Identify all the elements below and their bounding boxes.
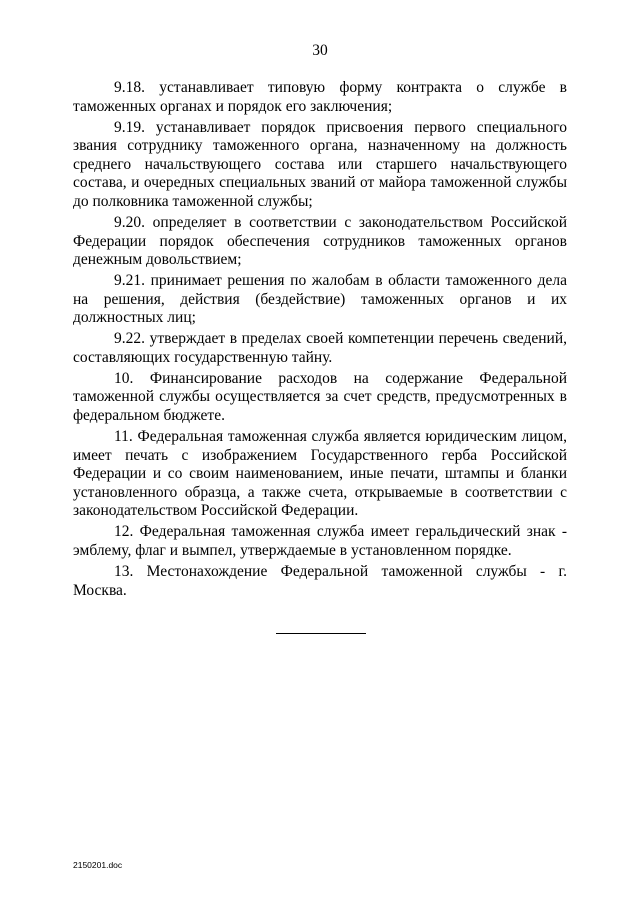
paragraph-9-22: 9.22. утверждает в пределах своей компетенции перечень сведений, составляющих государственную тайну. (73, 330, 567, 366)
paragraph-9-19: 9.19. устанавливает порядок присвоения первого специального звания сотруднику таможенного органа, назначенному на должность среднего начальствующего состава или старшего начальствующего состава, и очередных специальных званий от майора таможенной службы до полковника таможенной службы; (73, 118, 567, 210)
footer-filename: 2150201.doc (73, 860, 123, 870)
page-number: 30 (312, 42, 328, 59)
paragraph-10: 10. Финансирование расходов на содержание Федеральной таможенной службы осуществляется за счет средств, предусмотренных в федеральном бюджете. (73, 369, 567, 425)
paragraph-9-18: 9.18. устанавливает типовую форму контракта о службе в таможенных органах и порядок его заключения; (73, 79, 567, 115)
paragraph-13: 13. Местонахождение Федеральной таможенной службы - г. Москва. (73, 562, 567, 599)
paragraph-11: 11. Федеральная таможенная служба является юридическим лицом, имеет печать с изображением Государственного герба Российской Федерации и со своим наименованием, иные печати, штампы и бланки установленного образца, а также счета, открываемые в соответствии с законодательством Российской Федерации. (73, 428, 567, 520)
end-of-document-rule (276, 633, 366, 634)
document-body (73, 79, 567, 603)
paragraph-9-20: 9.20. определяет в соответствии с законодательством Российской Федерации порядок обеспечения сотрудников таможенных органов денежным довольствием; (73, 213, 567, 269)
paragraph-12: 12. Федеральная таможенная служба имеет геральдический знак - эмблему, флаг и вымпел, утверждаемые в установленном порядке. (73, 523, 567, 559)
paragraph-9-21: 9.21. принимает решения по жалобам в области таможенного дела на решения, действия (бездействие) таможенных органов и их должностных лиц; (73, 272, 567, 327)
